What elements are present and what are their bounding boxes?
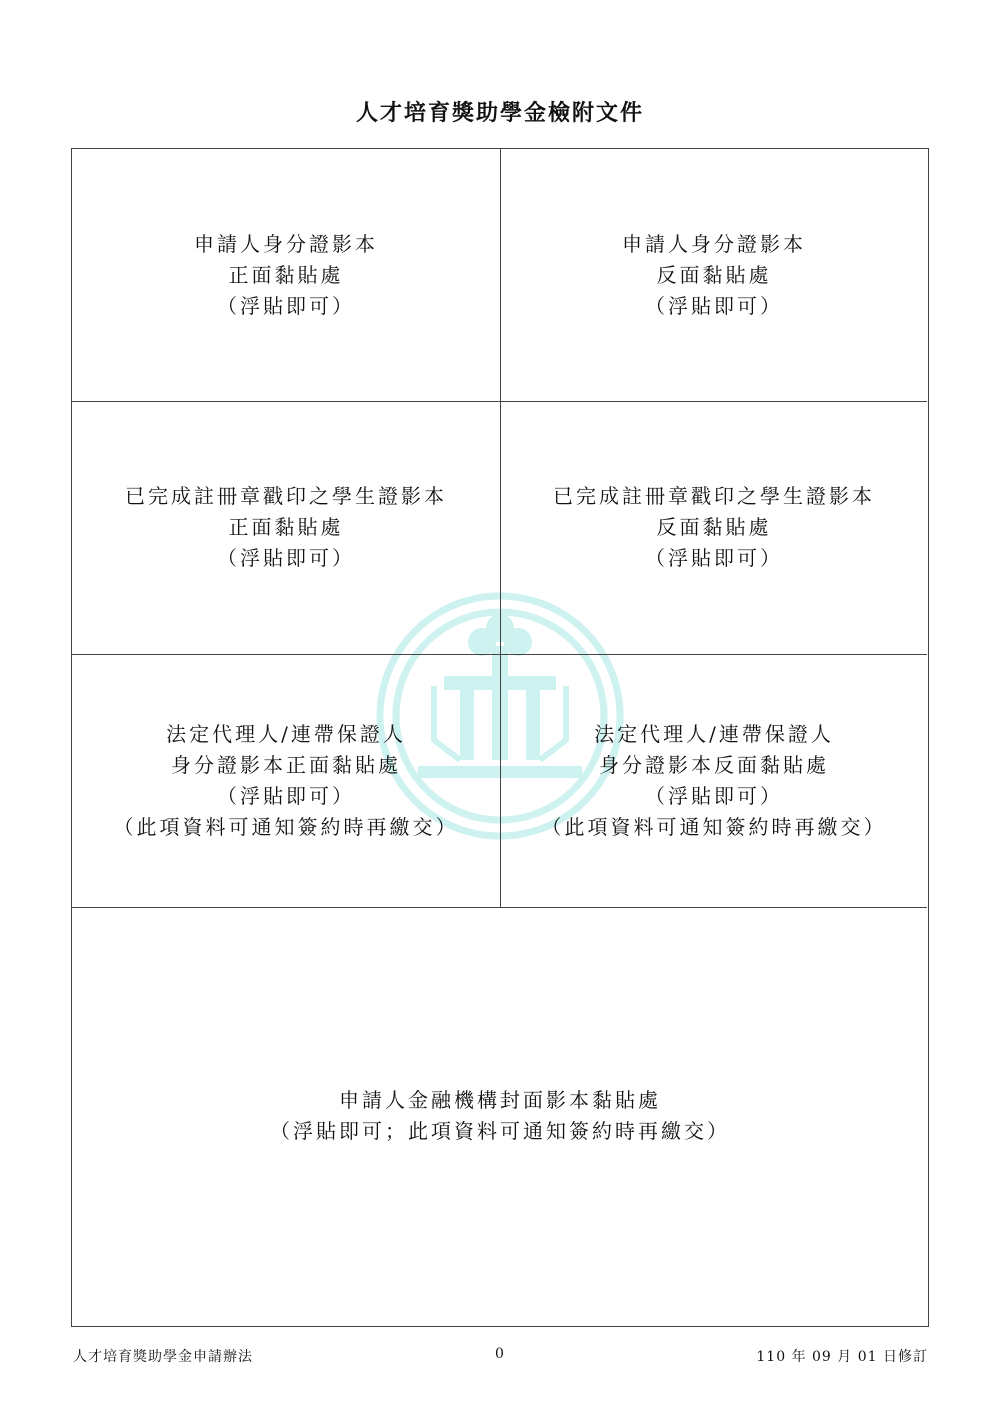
cell-label: 身分證影本正面黏貼處: [171, 752, 401, 777]
cell-label: 身分證影本反面黏貼處: [599, 752, 829, 777]
cell-label: 申請人身分證影本: [622, 231, 806, 256]
cell-note: （浮貼即可）: [217, 783, 355, 808]
page-title: 人才培育獎助學金檢附文件: [355, 101, 644, 126]
cell-label: 法定代理人/連帶保證人: [594, 721, 834, 746]
cell-note: （浮貼即可；此項資料可通知簽約時再繳交）: [270, 1119, 730, 1143]
cell-label: 反面黏貼處: [656, 262, 772, 287]
guarantor-id-front-cell: [72, 654, 500, 907]
cell-note: （浮貼即可）: [645, 783, 783, 808]
cell-label: 已完成註冊章戳印之學生證影本: [553, 484, 875, 508]
cell-note: （浮貼即可）: [217, 293, 355, 318]
cell-label: 申請人金融機構封面影本黏貼處: [339, 1088, 661, 1112]
cell-note: （浮貼即可）: [645, 546, 783, 570]
cell-note: （浮貼即可）: [645, 293, 783, 318]
cell-note: （浮貼即可）: [217, 546, 355, 570]
cell-note: （此項資料可通知簽約時再繳交）: [113, 814, 459, 839]
cell-label: 申請人身分證影本: [194, 231, 378, 256]
cell-note: （此項資料可通知簽約時再繳交）: [541, 814, 887, 839]
student-id-front-cell: [72, 401, 500, 654]
cell-label: 反面黏貼處: [656, 515, 772, 539]
footer-document-name: 人才培育獎助學金申請辦法: [73, 1349, 253, 1365]
attachment-table: [71, 148, 929, 1327]
guarantor-id-back-cell: [500, 654, 928, 907]
page-number: 0: [495, 1346, 505, 1362]
id-card-back-cell: [500, 149, 928, 401]
cell-label: 法定代理人/連帶保證人: [166, 721, 406, 746]
cell-label: 正面黏貼處: [228, 262, 344, 287]
student-id-back-cell: [500, 401, 928, 654]
bank-passbook-cell: [72, 907, 928, 1325]
cell-label: 已完成註冊章戳印之學生證影本: [125, 484, 447, 508]
cell-label: 正面黏貼處: [228, 515, 344, 539]
revision-date: 110 年 09 月 01 日修訂: [756, 1349, 928, 1365]
id-card-front-cell: [72, 149, 500, 401]
